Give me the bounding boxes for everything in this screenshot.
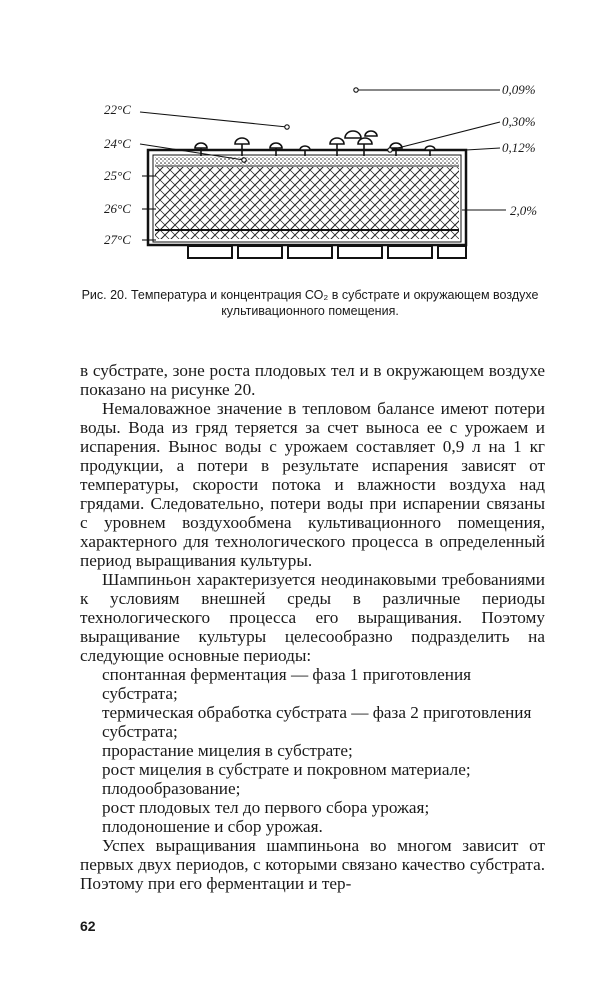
temp-label: 26°C <box>104 201 131 216</box>
body-text <box>80 361 545 893</box>
figure-20 <box>60 70 560 280</box>
temp-label: 27°C <box>104 232 131 247</box>
list-item: термическая обработка субстрата — фаза 2 приготовления субстрата; <box>102 703 532 741</box>
list-item: плодоношение и сбор урожая. <box>102 817 323 836</box>
list-item: прорастание мицелия в субстрате; <box>102 741 353 760</box>
co2-label: 0,30% <box>502 114 536 129</box>
bed-supports <box>188 246 466 258</box>
substrate-layer <box>155 167 459 239</box>
co2-label: 2,0% <box>510 203 538 218</box>
temp-label: 25°C <box>104 168 131 183</box>
paragraph: Успех выращивания шампиньона во многом зависит от первых двух периодов, с которыми связано качество субстрата. Поэтому при его ферментации и тер- <box>80 836 545 893</box>
list-item: спонтанная ферментация — фаза 1 приготовления субстрата; <box>102 665 472 703</box>
growing-bed <box>148 150 466 245</box>
list-item: плодообразование; <box>102 779 241 798</box>
paragraph: в субстрате, зоне роста плодовых тел и в окружающем воздухе показано на рисунке 20. <box>80 361 545 399</box>
list-item: рост плодовых тел до первого сбора урожая; <box>102 798 430 817</box>
list-item: рост мицелия в субстрате и покровном материале; <box>102 760 471 779</box>
temp-label: 22°C <box>104 102 131 117</box>
figure-caption: Рис. 20. Температура и концентрация СО₂ в субстрате и окружающем воздухе культивационного помещения. <box>81 288 539 318</box>
paragraph: Шампиньон характеризуется неодинаковыми требованиями к условиям внешней среды в различные периоды технологического процесса его выращивания. Поэтому выращивание культуры целесообразно подразделить на следующие основные периоды: <box>80 570 545 665</box>
paragraph: Немаловажное значение в тепловом балансе имеют потери воды. Вода из гряд теряется за счет выноса ее с урожаем и испарения. Вынос воды с урожаем составляет 0,9 л на 1 кг продукции, а потери в результате испарения зависят от температуры, скорости потока и влажности воздуха над грядами. Следовательно, потери воды при испарении связаны с уровнем воздухообмена культивационного помещения, характерного для технологического процесса в определенный период выращивания культуры. <box>80 399 545 570</box>
right-co2-labels <box>502 82 537 218</box>
co2-label: 0,12% <box>502 140 536 155</box>
temp-label: 24°C <box>104 136 131 151</box>
figure-diagram <box>60 70 560 280</box>
page-number: 62 <box>80 918 96 934</box>
co2-label: 0,09% <box>502 82 536 97</box>
casing-layer <box>155 157 459 165</box>
left-temperature-labels <box>104 102 131 247</box>
